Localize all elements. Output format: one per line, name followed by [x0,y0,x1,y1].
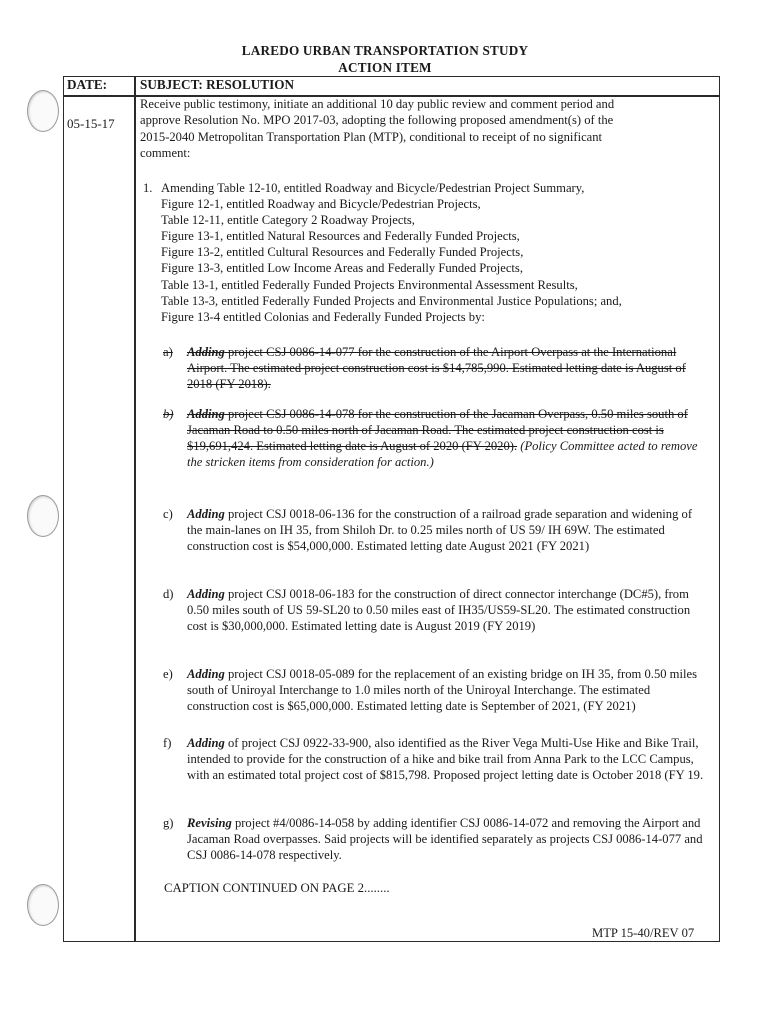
policy-note: (Policy Committee acted to remove the stricken items from consideration for action.) [187,439,698,470]
subitem-b [163,406,708,470]
item-line: Table 12-11, entitle Category 2 Roadway Projects, [161,213,415,228]
intro-line: 2015-2040 Metropolitan Transportation Plan (MTP), conditional to receipt of no significant [140,129,603,144]
caption-continued: CAPTION CONTINUED ON PAGE 2........ [164,881,390,895]
subitem-f [163,735,708,783]
subitem-letter: d) [163,587,174,601]
item-line: Figure 13-4 entitled Colonias and Federally Funded Projects by: [161,309,485,324]
item-line: Figure 13-2, entitled Cultural Resources and Federally Funded Projects, [161,245,524,260]
item-1 [143,180,708,325]
date-label: DATE: [67,77,108,92]
document-subtitle: ACTION ITEM [338,60,432,75]
subitem-text: project CSJ 0086-14-078 for the construction of the Jacaman Overpass, 0.50 miles south of Jacaman Road to 0.50 miles north of Jacaman Road. The estimated project construction cost is $19,691,424. Estimated letting date is August of 2020 (FY 2020). [187,407,688,454]
subitem-keyword: Adding [187,736,225,750]
subject-label: SUBJECT: RESOLUTION [140,77,295,92]
intro-line: approve Resolution No. MPO 2017-03, adopting the following proposed amendment(s) of the [140,113,614,128]
subitem-text: project CSJ 0018-06-136 for the construction of a railroad grade separation and widening of the main-lanes on IH 35, from Shiloh Dr. to 0.25 miles north of US 59/ IH 69W. The estimated construction cost is $54,000,000. Estimated letting date August 2021 (FY 2021) [187,507,693,554]
item-line: Figure 13-1, entitled Natural Resources and Federally Funded Projects, [161,229,520,244]
subitem-keyword: Adding [187,407,225,421]
subitem-g [163,815,708,863]
subitem-keyword: Adding [187,587,225,601]
subitem-text: project CSJ 0018-05-089 for the replacement of an existing bridge on IH 35, from 0.50 miles south of Uniroyal Interchange to 1.0 miles north of the Uniroyal Interchange. The estimated construction cost is $65,000,000. Estimated letting date is September of 2021, (FY 2021) [187,667,697,714]
subitem-letter: c) [163,507,173,521]
subitem-d [163,586,708,634]
column-divider [134,76,136,942]
subitem-c [163,506,708,554]
subitem-letter: b) [163,407,174,421]
footer-reference: MTP 15-40/REV 07 [592,926,695,940]
subitem-letter: g) [163,816,174,830]
punch-hole [27,884,59,926]
subitem-text: project CSJ 0018-06-183 for the construction of direct connector interchange (DC#5), from 0.50 miles south of US 59-SL20 to 0.50 miles east of IH35/US59-SL20. The estimated construction cost is $30,000,000. Estimated letting date is August 2019 (FY 2019) [187,587,691,634]
item-line: Figure 12-1, entitled Roadway and Bicycle/Pedestrian Projects, [161,197,481,212]
subitem-letter: e) [163,667,173,681]
item-number: 1. [143,181,153,195]
subitem-text: of project CSJ 0922-33-900, also identified as the River Vega Multi-Use Hike and Bike Trail, intended to provide for the construction of a hike and bike trail from Anna Park to the LCC Campus, with an estimated total project cost of $815,798. Proposed project letting date is October 2018 (FY 19. [187,736,704,783]
intro-line: comment: [140,146,191,161]
item-line: Table 13-3, entitled Federally Funded Projects and Environmental Justice Populations; and, [161,293,622,308]
subitem-keyword: Adding [187,507,225,521]
punch-hole [27,495,59,537]
subitem-keyword: Adding [187,345,225,359]
item-line: Amending Table 12-10, entitled Roadway and Bicycle/Pedestrian Project Summary, [161,181,585,195]
subitem-text: project #4/0086-14-058 by adding identifier CSJ 0086-14-072 and removing the Airport and Jacaman Road overpasses. Said projects will be identified separately as projects CSJ 0086-14-077 and CSJ 0086-14-078 respectively. [187,816,703,863]
intro-paragraph [140,96,705,162]
subitem-keyword: Revising [187,816,232,830]
punch-hole [27,90,59,132]
subitem-letter: f) [163,736,172,750]
item-line: Figure 13-3, entitled Low Income Areas and Federally Funded Projects, [161,261,523,276]
subitem-a [163,344,708,392]
item-line: Table 13-1, entitled Federally Funded Projects Environmental Assessment Results, [161,277,578,292]
document-title: LAREDO URBAN TRANSPORTATION STUDY [241,43,529,58]
subitem-letter: a) [163,345,173,359]
subitem-keyword: Adding [187,667,225,681]
subitem-text: project CSJ 0086-14-077 for the construction of the Airport Overpass at the International Airport. The estimated project construction cost is $14,785,990. Estimated letting date is August of 2018 (FY 2018). [187,345,686,392]
date-value: 05-15-17 [67,116,115,131]
intro-line: Receive public testimony, initiate an additional 10 day public review and comment period and [140,97,615,111]
subitem-e [163,666,708,714]
